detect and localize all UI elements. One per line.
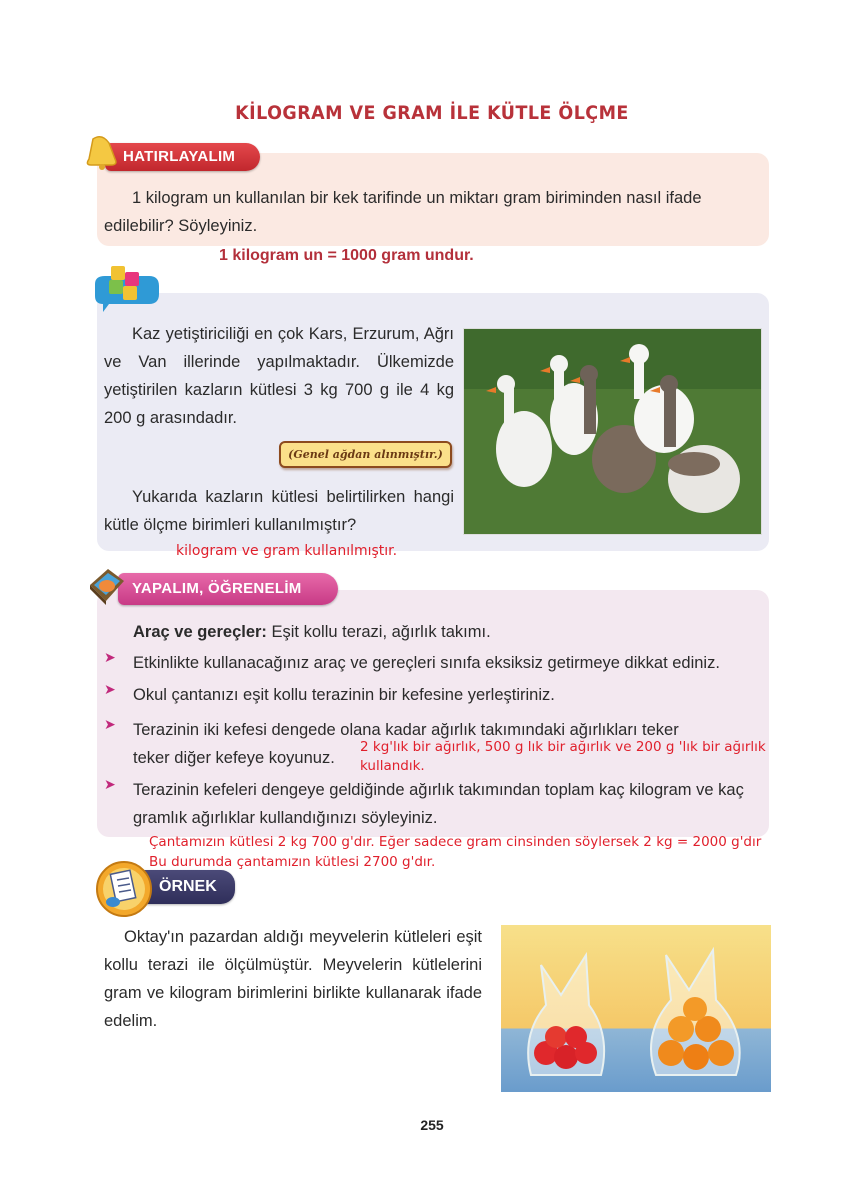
- activity-badge: YAPALIM, ÖĞRENELİM: [118, 573, 338, 605]
- arrow-bullet-icon: ➤: [104, 649, 116, 665]
- arrow-bullet-icon: ➤: [104, 681, 116, 697]
- geese-photo: [463, 328, 762, 535]
- handwritten-annotation-result: Çantamızın kütlesi 2 kg 700 g'dır. Eğer sadece gram cinsinden söylersek 2 kg = 2000 g'dır Bu durumda çantamızın kütlesi 2700 g'dır.: [149, 834, 762, 870]
- clipboard-icon: [95, 860, 153, 918]
- handwritten-annotation-weights: 2 kg'lık bir ağırlık, 500 g lık bir ağırlık ve 200 g 'lık bir ağırlık kullandık.: [360, 739, 766, 774]
- source-tag: (Genel ağdan alınmıştır.): [279, 441, 452, 468]
- example-text: Oktay'ın pazardan aldığı meyvelerin kütleleri eşit kollu terazi ile ölçülmüştür. Meyvelerin kütlelerini gram ve kilogram birimlerini birlikte kullanarak ifade edelim.: [104, 928, 482, 1030]
- example-badge: ÖRNEK: [135, 870, 235, 904]
- activity-step-2: ➤ Okul çantanızı eşit kollu terazinin bir kefesine yerleştiriniz.: [104, 681, 555, 704]
- page-number: 255: [420, 1117, 444, 1133]
- arrow-bullet-icon: ➤: [104, 716, 116, 732]
- remember-badge: HATIRLAYALIM: [105, 143, 260, 171]
- info-paragraph-1: Kaz yetiştiriciliği en çok Kars, Erzurum, Ağrı ve Van illerinde yapılmaktadır. Ülkemizde yetiştirilen kazların kütlesi 3 kg 700 g ile 4 kg 200 g arasındadır.: [104, 325, 454, 427]
- remember-question: 1 kilogram un kullanılan bir kek tarifinde un miktarı gram biriminden nasıl ifade edilebilir? Söyleyiniz.: [104, 189, 702, 235]
- book-icon: [86, 565, 128, 609]
- remember-answer: 1 kilogram un = 1000 gram undur.: [219, 247, 474, 264]
- activity-step-1: ➤ Etkinlikte kullanacağınız araç ve gereçleri sınıfa eksiksiz getirmeye dikkat ediniz.: [104, 649, 720, 672]
- arrow-bullet-icon: ➤: [104, 776, 116, 792]
- materials-label: Araç ve gereçler:: [133, 623, 267, 641]
- activity-step-3: ➤ Terazinin iki kefesi dengede olana kadar ağırlık takımındaki ağırlıkları teker teker diğer kefeye koyunuz.: [104, 716, 679, 767]
- bell-icon: [85, 135, 119, 171]
- page-title: KİLOGRAM VE GRAM İLE KÜTLE ÖLÇME: [235, 102, 629, 124]
- puzzle-speech-bubble-icon: [89, 262, 163, 314]
- materials-line: [133, 618, 753, 646]
- fruit-bags-illustration: [501, 925, 771, 1092]
- activity-step-4: ➤ Terazinin kefeleri dengeye geldiğinde ağırlık takımından toplam kaç kilogram ve kaç gramlık ağırlıklar kullandığınızı söyleyiniz.: [104, 776, 744, 827]
- info-paragraph-2: Yukarıda kazların kütlesi belirtilirken hangi kütle ölçme birimleri kullanılmıştır?: [104, 488, 454, 534]
- handwritten-answer-units: kilogram ve gram kullanılmıştır.: [176, 543, 398, 559]
- materials-text: Eşit kollu terazi, ağırlık takımı.: [266, 623, 491, 641]
